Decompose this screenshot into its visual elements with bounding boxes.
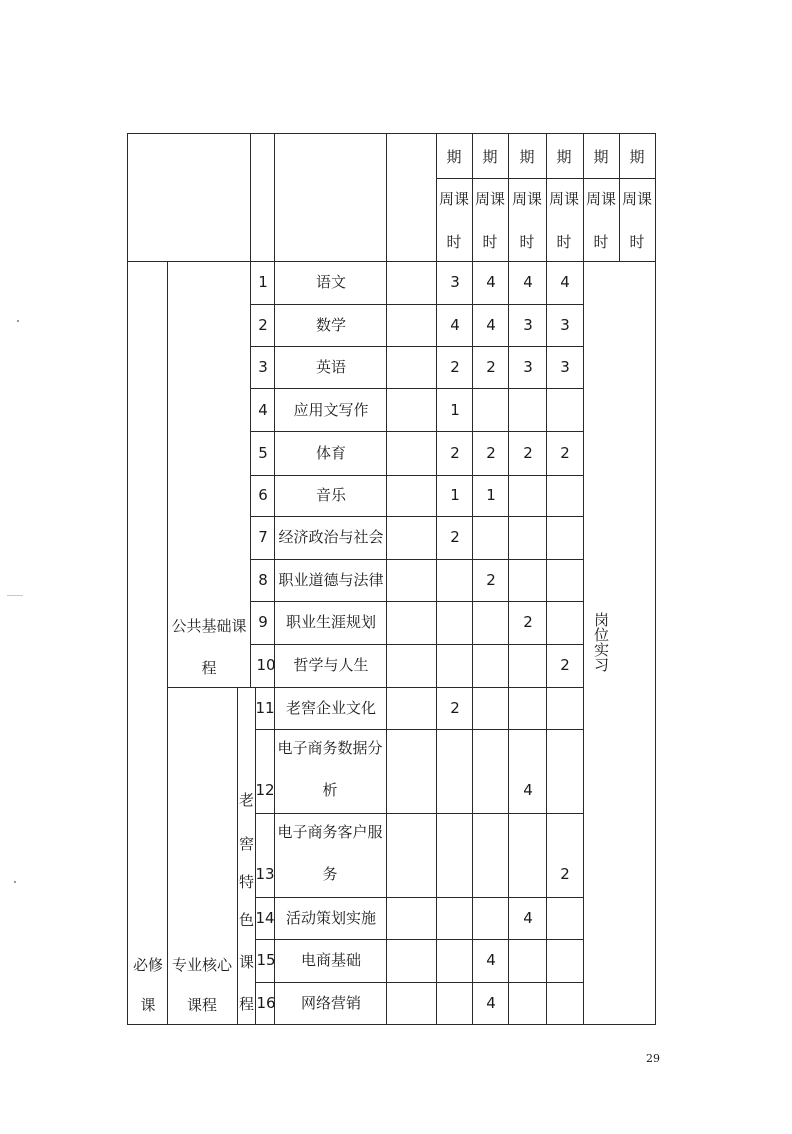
course-name: 语文 (315, 273, 347, 291)
course-name: 电子商务数据分 (277, 739, 383, 757)
course-name: 英语 (315, 358, 347, 376)
header-weekly: 周课 (438, 190, 470, 208)
internship-label: 岗位实习 (592, 612, 610, 672)
header-weekly: 周课 (585, 190, 617, 208)
header-weekly: 周课 (548, 190, 580, 208)
special-char: 特 (238, 873, 254, 891)
special-char: 老 (238, 791, 254, 809)
special-char: 程 (238, 995, 254, 1013)
weekly-hours-cell: 4 (450, 316, 460, 334)
weekly-hours-cell: 2 (486, 444, 496, 462)
course-number: 16 (256, 994, 276, 1012)
course-name: 数学 (315, 316, 347, 334)
header-weekly: 周课 (511, 190, 543, 208)
page-number: 29 (646, 1052, 660, 1065)
special-char: 课 (238, 953, 254, 971)
header-period: 期 (482, 148, 498, 166)
header-period: 期 (593, 148, 609, 166)
weekly-hours-cell: 4 (560, 273, 570, 291)
course-name: 体育 (315, 444, 347, 462)
weekly-hours-cell: 4 (523, 781, 533, 799)
course-name-continued: 析 (322, 781, 338, 799)
header-hours: 时 (482, 233, 498, 251)
weekly-hours-cell: 2 (560, 656, 570, 674)
course-number: 10 (256, 656, 276, 674)
course-number: 8 (258, 571, 268, 589)
header-hours: 时 (556, 233, 572, 251)
course-name: 活动策划实施 (285, 909, 377, 927)
weekly-hours-cell: 2 (450, 528, 460, 546)
weekly-hours-cell: 4 (486, 951, 496, 969)
weekly-hours-cell: 2 (560, 865, 570, 883)
course-name: 电商基础 (300, 951, 362, 969)
weekly-hours-cell: 2 (450, 358, 460, 376)
header-period: 期 (519, 148, 535, 166)
header-weekly: 周课 (474, 190, 506, 208)
course-number: 12 (255, 781, 275, 799)
category-core-bottom: 课程 (186, 996, 218, 1014)
course-number: 2 (258, 316, 268, 334)
scan-speck (14, 881, 16, 883)
category-public-top: 公共基础课 (171, 617, 247, 635)
course-name: 哲学与人生 (293, 656, 369, 674)
course-name: 经济政治与社会 (278, 528, 384, 546)
weekly-hours-cell: 2 (450, 444, 460, 462)
course-name: 职业道德与法律 (278, 571, 384, 589)
weekly-hours-cell: 2 (523, 613, 533, 631)
course-name: 电子商务客户服 (277, 823, 383, 841)
course-name: 老窖企业文化 (285, 699, 377, 717)
course-name-continued: 务 (322, 865, 338, 883)
header-period: 期 (629, 148, 645, 166)
course-name: 音乐 (315, 486, 347, 504)
weekly-hours-cell: 2 (560, 444, 570, 462)
weekly-hours-cell: 3 (523, 358, 533, 376)
weekly-hours-cell: 2 (450, 699, 460, 717)
course-name: 职业生涯规划 (285, 613, 377, 631)
header-period: 期 (446, 148, 462, 166)
header-hours: 时 (446, 233, 462, 251)
course-number: 13 (255, 865, 275, 883)
weekly-hours-cell: 4 (486, 273, 496, 291)
header-hours: 时 (593, 233, 609, 251)
course-number: 4 (258, 401, 268, 419)
weekly-hours-cell: 4 (486, 994, 496, 1012)
weekly-hours-cell: 1 (450, 486, 460, 504)
course-number: 1 (258, 273, 268, 291)
category-required-bottom: 课 (140, 996, 156, 1014)
special-char: 色 (238, 911, 254, 929)
course-name: 网络营销 (300, 994, 362, 1012)
course-number: 5 (258, 444, 268, 462)
header-period: 期 (556, 148, 572, 166)
course-name: 应用文写作 (293, 401, 369, 419)
course-number: 14 (255, 909, 275, 927)
weekly-hours-cell: 2 (486, 358, 496, 376)
header-weekly: 周课 (621, 190, 653, 208)
course-number: 11 (255, 699, 275, 717)
special-char: 窖 (238, 835, 254, 853)
header-hours: 时 (519, 233, 535, 251)
weekly-hours-cell: 2 (486, 571, 496, 589)
course-number: 7 (258, 528, 268, 546)
weekly-hours-cell: 3 (560, 316, 570, 334)
weekly-hours-cell: 4 (523, 273, 533, 291)
weekly-hours-cell: 1 (450, 401, 460, 419)
course-number: 9 (258, 613, 268, 631)
weekly-hours-cell: 3 (560, 358, 570, 376)
weekly-hours-cell: 3 (450, 273, 460, 291)
course-number: 6 (258, 486, 268, 504)
course-number: 15 (256, 951, 276, 969)
weekly-hours-cell: 4 (486, 316, 496, 334)
category-core-top: 专业核心 (171, 956, 233, 974)
course-number: 3 (258, 358, 268, 376)
scan-speck (17, 320, 19, 322)
weekly-hours-cell: 1 (486, 486, 496, 504)
scan-speck (7, 595, 23, 596)
category-public-bottom: 程 (201, 659, 217, 677)
weekly-hours-cell: 3 (523, 316, 533, 334)
category-required-top: 必修 (132, 956, 164, 974)
header-hours: 时 (629, 233, 645, 251)
weekly-hours-cell: 2 (523, 444, 533, 462)
weekly-hours-cell: 4 (523, 909, 533, 927)
